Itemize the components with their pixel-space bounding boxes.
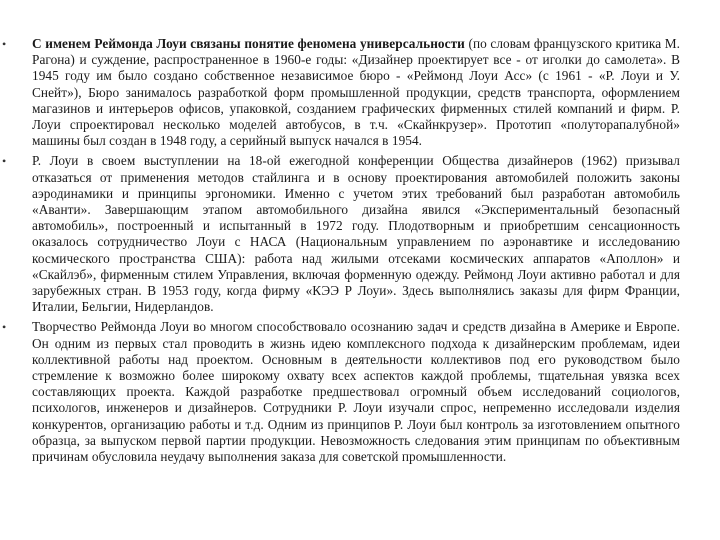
bullet-item-3-text: Творчество Реймонда Лоуи во многом способствовало осознанию задач и средств дизайна в Америке и Европе. Он одним из первых стал проводить в жизнь идею комплексного подхода к дизайнерским проблемам, идеи коллективной работы над проектом. Основным в деятельности коллективов под его руководством было стремление к возможно более широкому охвату всех аспектов каждой проблемы, тщательная увязка всех составляющих проекта. Каждой разработке предшествовал огромный объем исследований социологов, психологов, инженеров и дизайнеров. Сотрудники Р. Лоуи изучали спрос, непременно исследовали изделия конкурентов, организацию работы и т.д. Одним из принципов Р. Лоуи был контроль за изготовлением опытного образца, за выпуском первой партии продукции. Невозможность следования этим принципам по объективным причинам обусловила неудачу выполнения заказа для советской промышленности. — [32, 319, 680, 465]
bullet-list — [2, 36, 680, 469]
bullet-item-2 — [2, 153, 680, 315]
bullet-item-2-text: Р. Лоуи в своем выступлении на 18-ой ежегодной конференции Общества дизайнеров (1962) призывал отказаться от применения методов стайлинга и в основу проектирования автомобилей положить законы аэродинамики и принципы эргономики. Именно с учетом этих требований был разработан автомобиль «Аванти». Завершающим этапом автомобильного дизайна явился «Экспериментальный безопасный автомобиль», построенный и испытанный в 1972 году. Плодотворным и приобретшим сенсационность оказалось сотрудничество Лоуи с НАСА (Национальным управлением по аэронавтике и исследованию космического пространства США): работа над жилыми отсеками космических аппаратов «Аполлон» и «Скайлэб», фирменным стилем Управления, включая форменную одежду. Реймонд Лоуи активно работал и для зарубежных стран. В 1953 году, когда фирму «КЭЭ Р Лоуи». Здесь выполнялись заказы для фирм Франции, Италии, Бельгии, Нидерландов. — [32, 153, 680, 315]
bullet-item-3 — [2, 319, 680, 465]
bullet-item-1-text: (по словам французского критика М. Рагона) и суждение, распространенное в 1960-е годы: «Дизайнер проектирует все - от иголки до самолета». В 1945 году им было создано собственное независимое бюро - «Реймонд Лоуи Асс» (с 1961 - «Р. Лоуи и У. Снейт»), Бюро занималось разработкой форм промышленной продукции, средств транспорта, оформлением магазинов и интерьеров офисов, упаковкой, созданием графических фирменных стилей компаний и фирм. Р. Лоуи спроектировал несколько моделей автобусов, в т.ч. «Скайнкрузер». Прототип «полуторапалубной» машины был создан в 1948 году, а серийный выпуск начался в 1954. — [32, 36, 680, 149]
bullet-icon: • — [2, 320, 7, 335]
bullet-icon: • — [2, 37, 7, 51]
bullet-item-1-lead: С именем Реймонда Лоуи связаны понятие феномена универсальности — [32, 36, 465, 51]
bullet-item-1 — [2, 36, 680, 149]
bullet-icon: • — [2, 154, 7, 169]
